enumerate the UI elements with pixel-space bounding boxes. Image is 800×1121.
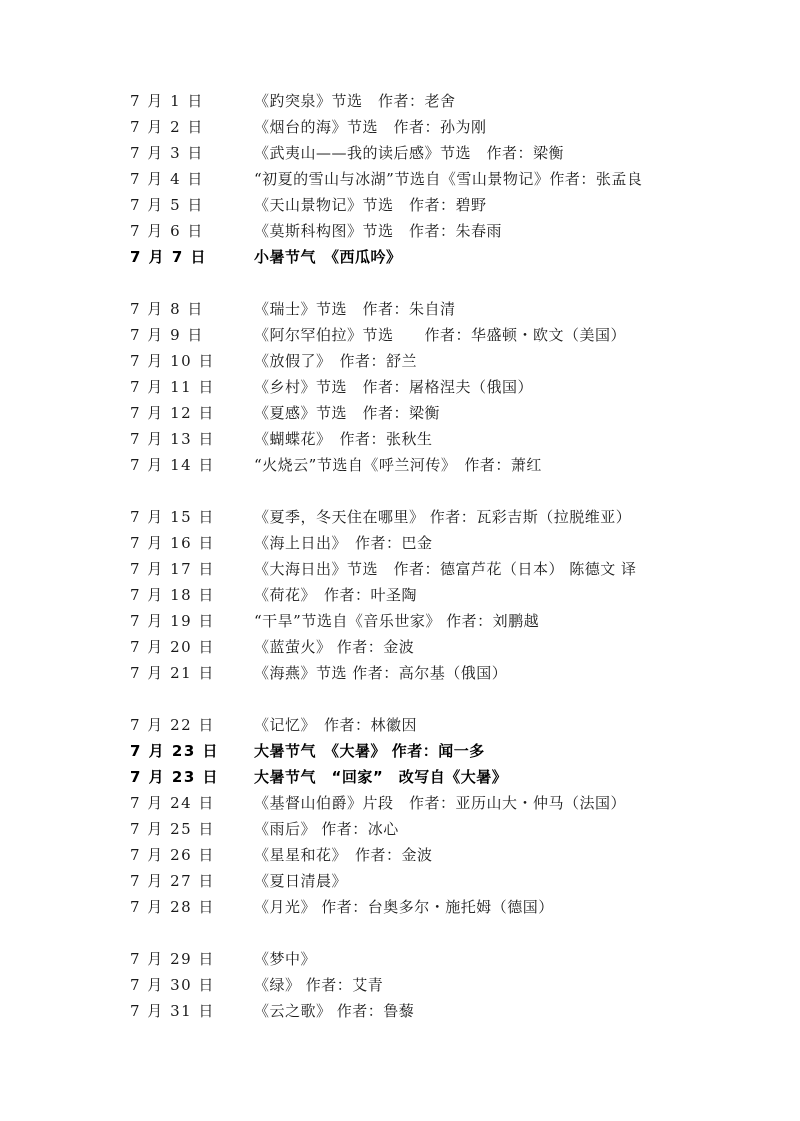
entry-title: “初夏的雪山与冰湖”节选自《雪山景物记》作者：张孟良 (254, 170, 643, 188)
section-gap (130, 478, 730, 504)
entry-date: 7 月 21 日 (130, 664, 215, 682)
list-item (130, 712, 730, 738)
entry-title: 大暑节气 《大暑》 作者：闻一多 (254, 742, 485, 760)
entry-title: 《记忆》 作者：林徽因 (254, 716, 418, 734)
list-item (130, 400, 730, 426)
list-item (130, 140, 730, 166)
entry-title: 《夏感》节选 作者：梁衡 (254, 404, 441, 422)
entry-title: “火烧云”节选自《呼兰河传》 作者：萧红 (254, 456, 542, 474)
entry-date: 7 月 7 日 (130, 248, 208, 266)
entry-title: 《武夷山——我的读后感》节选 作者：梁衡 (254, 144, 565, 162)
list-item (130, 426, 730, 452)
list-item (130, 348, 730, 374)
entry-date: 7 月 16 日 (130, 534, 215, 552)
entry-date: 7 月 27 日 (130, 872, 215, 890)
entry-title: 《瑞士》节选 作者：朱自清 (254, 300, 456, 318)
entry-title: 《夏日清晨》 (254, 872, 348, 890)
entry-date: 7 月 9 日 (130, 326, 204, 344)
solar-term-item (130, 244, 730, 270)
entry-date: 7 月 23 日 (130, 742, 219, 760)
list-item (130, 816, 730, 842)
entry-title: 《放假了》 作者：舒兰 (254, 352, 418, 370)
entry-title: 《星星和花》 作者：金波 (254, 846, 433, 864)
entry-title: 《绿》 作者：艾青 (254, 976, 384, 994)
entry-title: 《烟台的海》节选 作者：孙为刚 (254, 118, 487, 136)
entry-title: 大暑节气 “回家” 改写自《大暑》 (254, 768, 508, 786)
entry-date: 7 月 30 日 (130, 976, 215, 994)
list-item (130, 868, 730, 894)
list-item (130, 894, 730, 920)
entry-title: 《梦中》 (254, 950, 317, 968)
list-item (130, 842, 730, 868)
list-item (130, 218, 730, 244)
entry-date: 7 月 6 日 (130, 222, 204, 240)
entry-date: 7 月 2 日 (130, 118, 204, 136)
section-gap (130, 920, 730, 946)
entry-date: 7 月 23 日 (130, 768, 219, 786)
list-item (130, 972, 730, 998)
list-item (130, 582, 730, 608)
entry-date: 7 月 24 日 (130, 794, 215, 812)
list-item (130, 322, 730, 348)
list-item (130, 296, 730, 322)
entry-date: 7 月 18 日 (130, 586, 215, 604)
entry-date: 7 月 3 日 (130, 144, 204, 162)
list-item (130, 88, 730, 114)
entry-title: 《月光》 作者：台奥多尔・施托姆（德国） (254, 898, 554, 916)
entry-title: “干旱”节选自《音乐世家》 作者：刘鹏越 (254, 612, 540, 630)
section-gap (130, 686, 730, 712)
entry-date: 7 月 13 日 (130, 430, 215, 448)
entry-date: 7 月 19 日 (130, 612, 215, 630)
entry-title: 《雨后》 作者：冰心 (254, 820, 399, 838)
entry-title: 《海上日出》 作者：巴金 (254, 534, 433, 552)
entry-date: 7 月 8 日 (130, 300, 204, 318)
entry-date: 7 月 1 日 (130, 92, 204, 110)
entry-date: 7 月 5 日 (130, 196, 204, 214)
list-item (130, 374, 730, 400)
list-item (130, 556, 730, 582)
list-item (130, 114, 730, 140)
list-item (130, 452, 730, 478)
section-gap (130, 270, 730, 296)
entry-title: 《云之歌》 作者：鲁藜 (254, 1002, 415, 1020)
entry-date: 7 月 11 日 (130, 378, 215, 396)
entry-date: 7 月 10 日 (130, 352, 215, 370)
solar-term-item (130, 738, 730, 764)
entry-date: 7 月 26 日 (130, 846, 215, 864)
entry-title: 《阿尔罕伯拉》节选 作者：华盛顿・欧文（美国） (254, 326, 627, 344)
entry-title: 《蓝萤火》 作者：金波 (254, 638, 415, 656)
entry-date: 7 月 28 日 (130, 898, 215, 916)
entry-title: 《基督山伯爵》片段 作者：亚历山大・仲马（法国） (254, 794, 627, 812)
entry-date: 7 月 29 日 (130, 950, 215, 968)
solar-term-item (130, 764, 730, 790)
list-item (130, 504, 730, 530)
entry-title: 《趵突泉》节选 作者：老舍 (254, 92, 456, 110)
entry-date: 7 月 12 日 (130, 404, 215, 422)
entry-date: 7 月 20 日 (130, 638, 215, 656)
entry-date: 7 月 22 日 (130, 716, 215, 734)
reading-list (130, 88, 730, 1024)
entry-date: 7 月 14 日 (130, 456, 215, 474)
list-item (130, 192, 730, 218)
entry-title: 《天山景物记》节选 作者：碧野 (254, 196, 487, 214)
list-item (130, 998, 730, 1024)
entry-title: 《乡村》节选 作者：屠格涅夫（俄国） (254, 378, 534, 396)
list-item (130, 660, 730, 686)
entry-date: 7 月 25 日 (130, 820, 215, 838)
entry-title: 《蝴蝶花》 作者：张秋生 (254, 430, 433, 448)
entry-date: 7 月 4 日 (130, 170, 204, 188)
entry-date: 7 月 31 日 (130, 1002, 215, 1020)
entry-title: 《莫斯科构图》节选 作者：朱春雨 (254, 222, 503, 240)
entry-date: 7 月 17 日 (130, 560, 215, 578)
entry-title: 《大海日出》节选 作者：德富芦花（日本） 陈德文 译 (254, 560, 637, 578)
list-item (130, 166, 730, 192)
entry-title: 小暑节气 《西瓜吟》 (254, 248, 402, 266)
list-item (130, 634, 730, 660)
entry-date: 7 月 15 日 (130, 508, 215, 526)
entry-title: 《海燕》节选 作者：高尔基（俄国） (254, 664, 508, 682)
entry-title: 《荷花》 作者：叶圣陶 (254, 586, 418, 604)
list-item (130, 790, 730, 816)
entry-title: 《夏季，冬天住在哪里》 作者：瓦彩吉斯（拉脱维亚） (254, 508, 632, 526)
list-item (130, 946, 730, 972)
list-item (130, 608, 730, 634)
list-item (130, 530, 730, 556)
